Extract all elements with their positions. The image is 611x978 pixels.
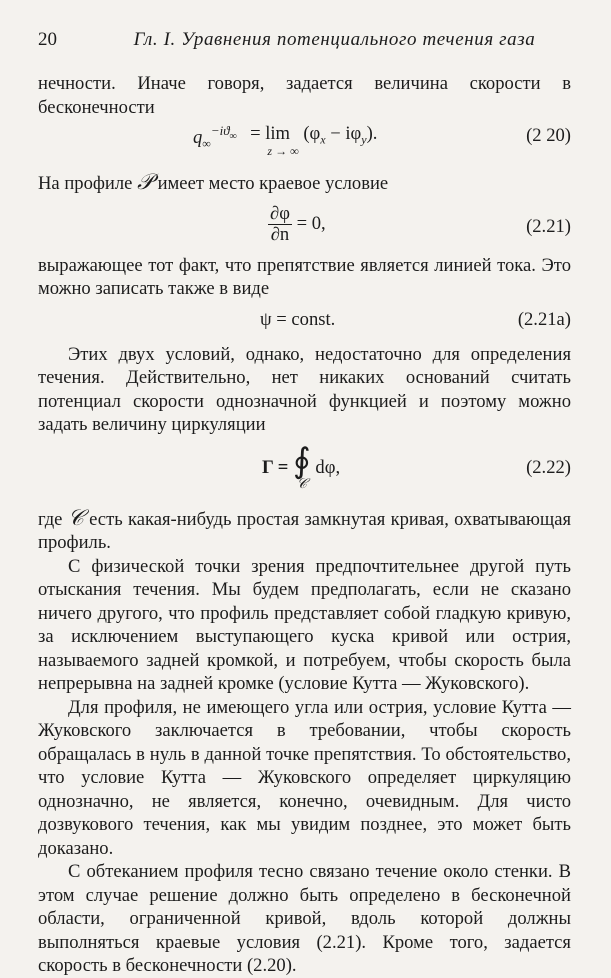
equation-number: (2.22) — [526, 456, 571, 478]
lim-text: = lim — [250, 123, 290, 144]
equation-2-20 — [38, 119, 571, 171]
derivative-fraction — [268, 204, 292, 245]
eq-rhs: dφ, — [315, 456, 341, 478]
equation-2-22 — [38, 441, 571, 507]
paragraph-wall: С обтеканием профиля тесно связано течение около стенки. В этом случае решение должно быть определено в бесконечной области, ограниченной кривой, вдоль которой должны выполняться краевые условия (2.21). Кроме того, задается скорость в бесконечности (2.20). — [38, 861, 571, 976]
limit-operator — [241, 123, 298, 157]
contour-subscript: 𝒞 — [296, 476, 308, 492]
eq-exp: −iϑ — [210, 123, 230, 138]
frac-denominator: ∂n — [270, 223, 290, 245]
eq-rhs-sub1: x — [320, 132, 326, 147]
eq-q-sub: ∞ — [202, 136, 211, 151]
frac-numerator: ∂φ — [270, 202, 290, 224]
profile-symbol: 𝒫 — [137, 170, 153, 195]
eq-rhs-end: ). — [366, 123, 378, 144]
contour-integral-icon: ∮ — [293, 442, 311, 480]
eq-lhs: Γ = — [262, 456, 289, 478]
equation-number: (2.21a) — [517, 308, 571, 330]
eq-rhs-mid: − iφ — [325, 123, 362, 144]
contour-integral — [293, 442, 311, 492]
equation-2-21a — [38, 307, 571, 343]
paragraph-curve: где 𝒞 есть какая-нибудь простая замкнутая кривая, охватывающая профиль. — [38, 505, 571, 553]
paragraph-streamline: выражающее тот факт, что препятствие является линией тока. Это можно записать также в виде — [38, 254, 571, 299]
eq-body: ψ = const. — [260, 308, 336, 330]
paragraph-intro: нечности. Иначе говоря, задается величина скорости в бесконечности — [38, 73, 571, 118]
equation-number: (2.21) — [526, 215, 571, 237]
paragraph-kutta: С физической точки зрения предпочтительнее другой путь отыскания течения. Мы будем предполагать, если не сказано ничего другого, что профиль представляет собой гладкую кривую, за исключением выступающего куска кривой или острия, называемого задней кромкой, и потребуем, чтобы скорость была непрерывна на задней кромке (условие Кутта — Жуковского). — [38, 555, 571, 694]
equation-number: (2 20) — [526, 125, 571, 146]
paragraph-kutta-2: Для профиля, не имеющего угла или острия, условие Кутта — Жуковского заключается в требовании, чтобы скорость обращалась в нуль в данной точке препятствия. То обстоятельство, что условие Кутта — Жуковского определяет циркуляцию однозначно, не является, конечно, очевидным. Для чисто дозвукового течения, как мы увидим позднее, это может быть доказано. — [38, 696, 571, 859]
eq-rhs: = 0, — [291, 212, 326, 234]
lim-subscript: z → ∞ — [267, 144, 299, 158]
page-number: 20 — [38, 29, 57, 50]
paragraph-circulation: Этих двух условий, однако, недостаточно для определения течения. Действительно, нет никаких оснований считать потенциал скорости однозначной функцией и поэтому можно задать величину циркуляции — [38, 343, 571, 435]
paragraph-boundary: На профиле 𝒫 имеет место краевое условие — [38, 170, 389, 195]
eq-exp-sub: ∞ — [229, 131, 237, 142]
running-head: Гл. I. Уравнения потенциального течения газа — [133, 29, 536, 50]
equation-2-21 — [38, 202, 571, 254]
eq-rhs-sub2: y — [361, 132, 367, 147]
page-header — [38, 28, 571, 52]
eq-rhs-open: (φ — [303, 123, 321, 144]
eq-q: q — [193, 127, 203, 148]
curve-symbol: 𝒞 — [67, 505, 84, 531]
